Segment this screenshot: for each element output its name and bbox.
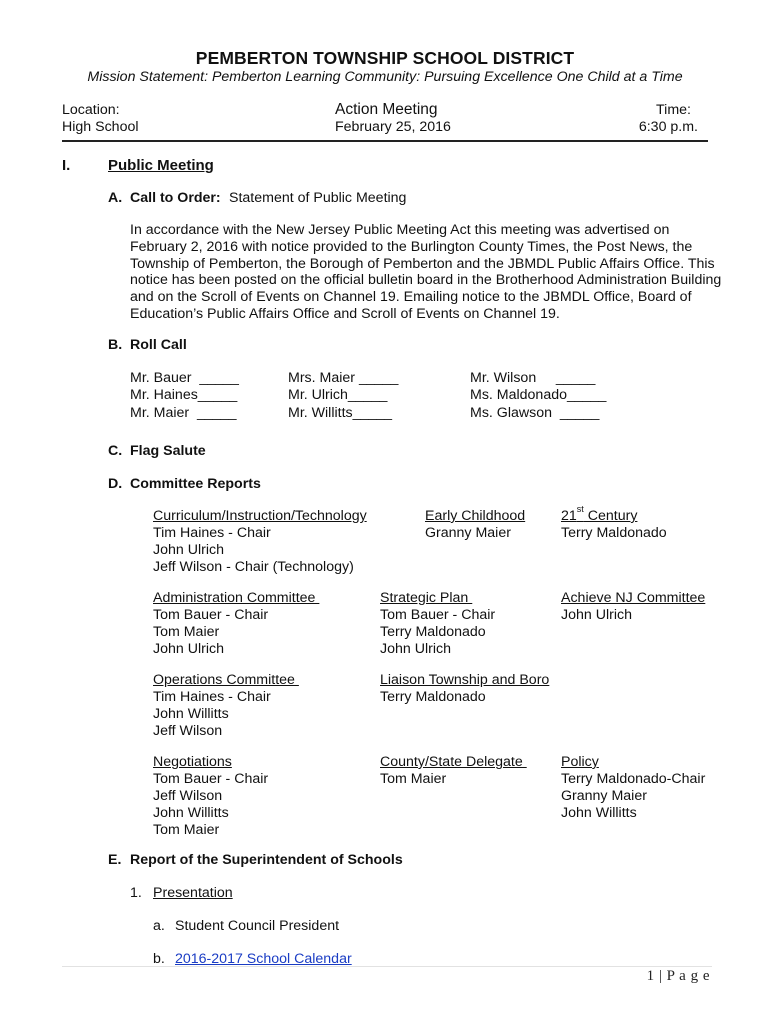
committee-title: Policy [561,754,599,770]
item-e-heading: Report of the Superintendent of Schools [130,852,403,868]
committee-21st-century [561,504,667,542]
committee-policy [561,754,705,822]
committee-title: Curriculum/Instruction/Technology [153,508,367,524]
committee-liaison [380,672,549,706]
roll-entry: Mr. Maier _____ [130,405,237,421]
roll-entry: Ms. Maldonado_____ [470,387,607,403]
committee-member: Tom Bauer - Chair [380,607,496,623]
public-meeting-notice [130,222,720,323]
committee-title: County/State Delegate [380,754,527,770]
header-divider [62,140,708,142]
committee-member: John Ulrich [380,641,451,657]
roll-entry: Mr. Bauer _____ [130,370,239,386]
roll-entry: Ms. Glawson _____ [470,405,600,421]
notice-line: Education’s Public Affairs Office and Scroll of Events on Channel 19. [130,305,560,322]
notice-line: February 2, 2016 with notice provided to the Burlington County Times, the Post News, the [130,238,693,255]
committee-member: Tom Maier [153,822,220,838]
committee-achieve-nj [561,590,705,624]
committee-title: Liaison Township and Boro [380,672,550,688]
roll-entry: Mr. Wilson _____ [470,370,596,386]
committee-member: John Willitts [153,805,229,821]
footer-divider [62,966,712,967]
item-d-heading: Committee Reports [130,476,261,492]
committee-title: 21st Century [561,504,638,524]
committee-member: Terry Maldonado [380,689,486,705]
sub-item-number: 1. [130,885,142,901]
item-a-label: A. [108,190,123,206]
item-e-label: E. [108,852,122,868]
committee-title: Administration Committee [153,590,320,606]
committee-member: Terry Maldonado [380,624,486,640]
committee-member: John Ulrich [153,542,224,558]
school-calendar-link[interactable]: 2016-2017 School Calendar [175,951,352,967]
time-label: Time: [656,102,691,118]
committee-title: Operations Committee [153,672,299,688]
committee-curriculum [153,508,367,576]
committee-strategic-plan [380,590,495,658]
committee-member: Tim Haines - Chair [153,689,271,705]
section-title: Public Meeting [108,157,214,174]
district-title: PEMBERTON TOWNSHIP SCHOOL DISTRICT [195,48,575,68]
committee-negotiations [153,754,268,839]
location-label: Location: [62,102,120,118]
committee-member: John Willitts [153,706,229,722]
mission-statement: Mission Statement: Pemberton Learning Community: Pursuing Excellence One Child at a Time [87,69,683,85]
meeting-date: February 25, 2016 [335,119,451,135]
item-b-label: B. [108,337,123,353]
committee-member: Jeff Wilson [153,723,223,739]
notice-line: In accordance with the New Jersey Public Meeting Act this meeting was advertised on [130,222,670,238]
committee-member: Granny Maier [425,525,511,541]
student-council-president: Student Council President [175,918,340,934]
notice-line: Township of Pemberton, the Borough of Pemberton and the JBMDL Public Affairs Office. This [130,255,715,272]
committee-member: Tom Bauer - Chair [153,607,269,623]
committee-member: Terry Maldonado-Chair [561,771,706,787]
meeting-type: Action Meeting [335,101,438,118]
item-c-label: C. [108,443,123,459]
committee-title: Achieve NJ Committee [561,590,706,606]
item-a-text: Statement of Public Meeting [229,190,407,206]
committee-member: Jeff Wilson - Chair (Technology) [153,559,354,575]
committee-member: John Ulrich [561,607,632,623]
committee-member: Tom Bauer - Chair [153,771,269,787]
section-numeral: I. [62,157,71,174]
sub-b-label: b. [153,951,165,967]
committee-member: Jeff Wilson [153,788,223,804]
committee-early-childhood [425,508,525,542]
item-d-label: D. [108,476,123,492]
roll-entry: Mr. Willitts_____ [288,405,393,421]
item-a-heading: Call to Order: [130,190,221,206]
committee-member: Terry Maldonado [561,525,667,541]
committee-member: Tom Maier [380,771,447,787]
committee-administration [153,590,319,658]
committee-county-state [380,754,527,788]
committee-title: Early Childhood [425,508,526,524]
committee-member: John Willitts [561,805,637,821]
time-value: 6:30 p.m. [638,119,698,135]
notice-line: notice has been posted on the official bulletin board in the Brotherhood Administration Building [130,272,722,289]
committee-title: Negotiations [153,754,232,770]
committee-member: Tim Haines - Chair [153,525,271,541]
sub-a-label: a. [153,918,165,934]
notice-line: and on the Scroll of Events on Channel 19. Emailing notice to the JBMDL Office, Board of [130,289,692,306]
item-b-heading: Roll Call [130,337,187,353]
roll-entry: Mr. Ulrich_____ [288,387,388,403]
location-value: High School [62,119,139,135]
committee-title: Strategic Plan [380,590,473,606]
roll-entry: Mr. Haines_____ [130,387,238,403]
committee-member: Tom Maier [153,624,220,640]
presentation-heading: Presentation [153,885,233,901]
item-c-heading: Flag Salute [130,443,206,459]
committee-operations [153,672,299,740]
committee-member: John Ulrich [153,641,224,657]
roll-entry: Mrs. Maier _____ [288,370,399,386]
committee-member: Granny Maier [561,788,647,804]
page-number: 1 | P a g e [646,968,710,984]
